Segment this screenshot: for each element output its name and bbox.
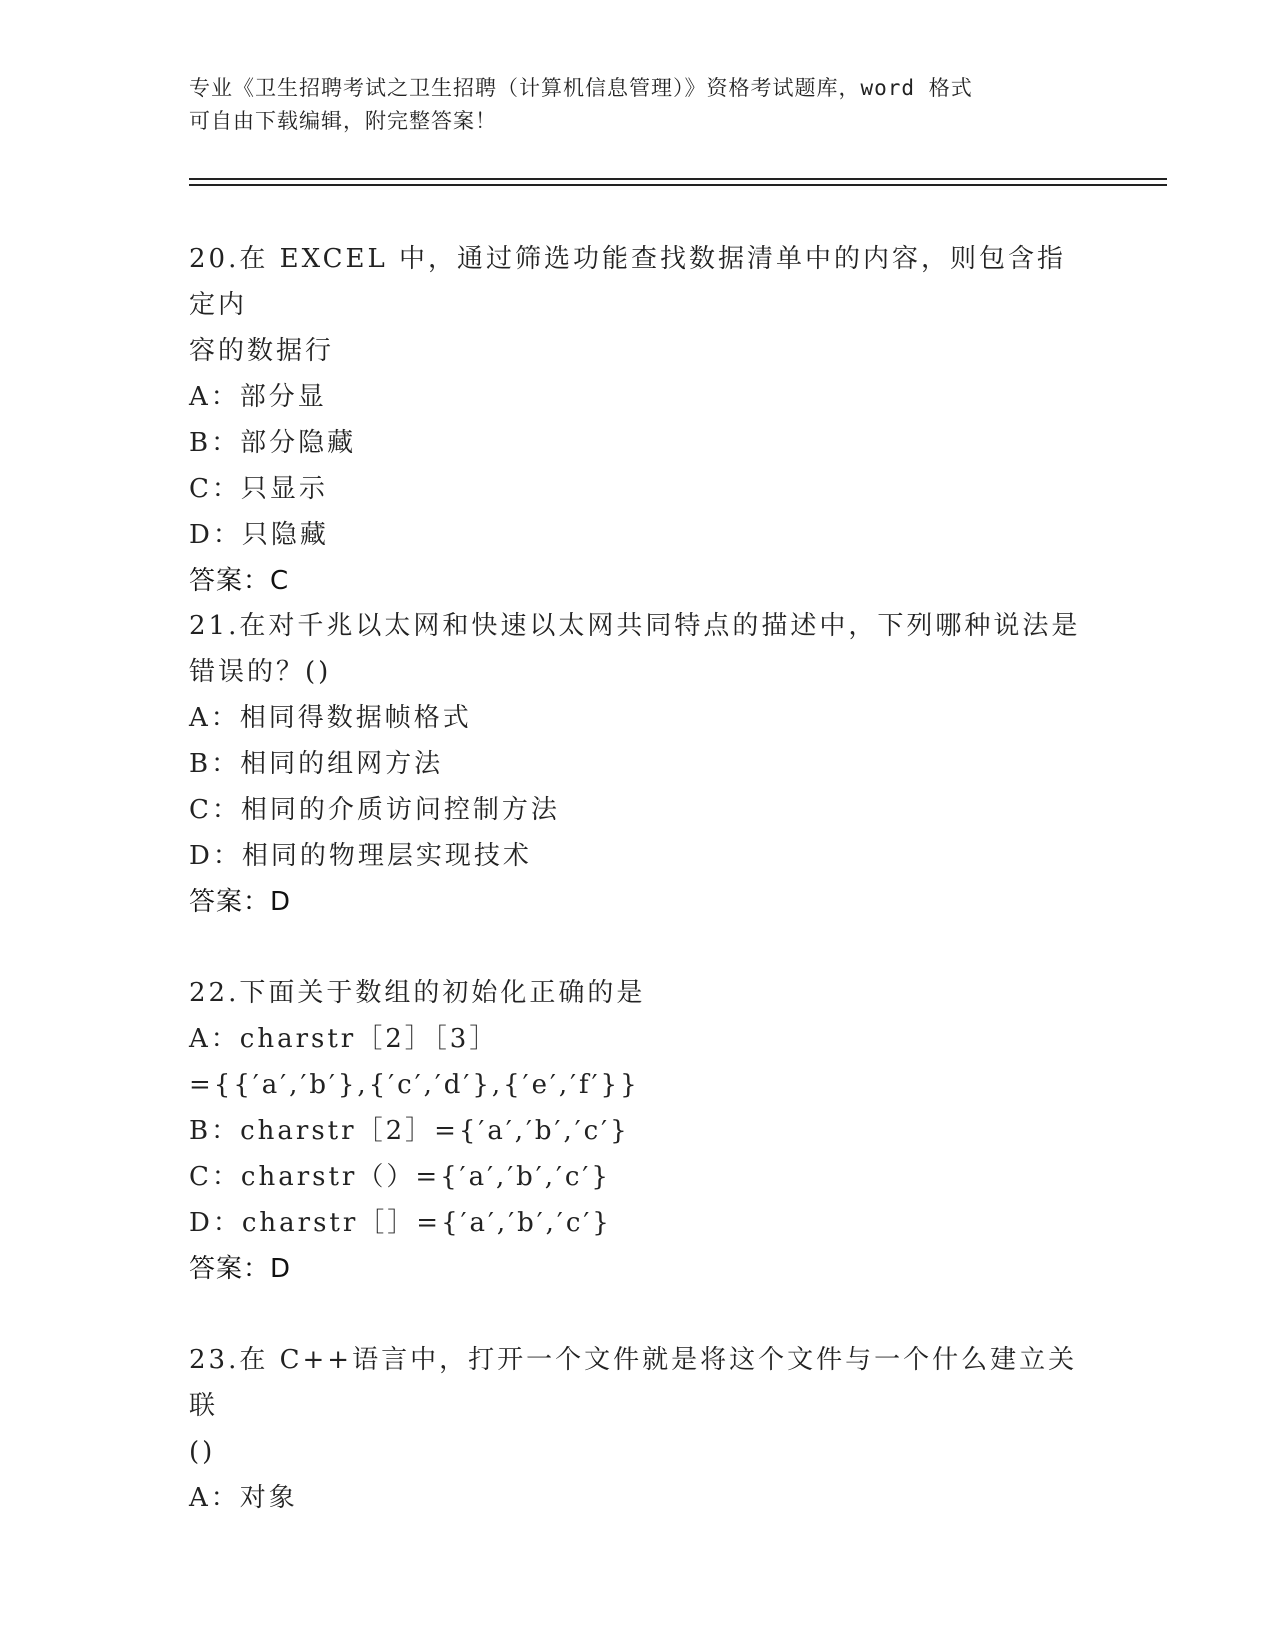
header-divider-bottom: [189, 184, 1167, 186]
option-d: D：只隐藏: [189, 520, 329, 550]
question-stem-line: (): [189, 1437, 216, 1467]
header-divider-top: [189, 178, 1167, 180]
question-21: [189, 603, 1089, 925]
answer-label: 答案：D: [189, 887, 292, 917]
option-d: D：相同的物理层实现技术: [189, 841, 532, 871]
question-stem-line: 23.在 C++语言中，打开一个文件就是将这个文件与一个什么建立关联: [189, 1345, 1078, 1421]
question-22: [189, 970, 1089, 1292]
option-c: C：相同的介质访问控制方法: [189, 795, 560, 825]
question-stem-line: 22.下面关于数组的初始化正确的是: [189, 978, 646, 1008]
option-c: C：只显示: [189, 474, 328, 504]
answer-label: 答案：D: [189, 1254, 292, 1284]
question-stem-line: 容的数据行: [189, 336, 335, 366]
document-header: [189, 72, 1069, 138]
option-b: B：相同的组网方法: [189, 749, 444, 779]
option-a: A：部分显: [189, 382, 327, 412]
answer-label: 答案：C: [189, 566, 290, 596]
option-a: A：相同得数据帧格式: [189, 703, 472, 733]
question-23: [189, 1337, 1089, 1521]
question-stem-line: 20.在 EXCEL 中，通过筛选功能查找数据清单中的内容，则包含指定内: [189, 244, 1067, 320]
option-d: D：charstr［］={′a′,′b′,′c′}: [189, 1208, 612, 1238]
option-a: A：charstr［2］［3］: [189, 1024, 499, 1054]
option-a: A：对象: [189, 1483, 298, 1513]
header-line-1: 专业《卫生招聘考试之卫生招聘（计算机信息管理）》资格考试题库，word 格式: [189, 76, 973, 100]
option-b: B：部分隐藏: [189, 428, 357, 458]
header-line-2: 可自由下载编辑，附完整答案！: [189, 109, 497, 133]
option-b: B：charstr［2］={′a′,′b′,′c′}: [189, 1116, 630, 1146]
question-stem-line: 21.在对千兆以太网和快速以太网共同特点的描述中，下列哪种说法是: [189, 611, 1081, 641]
option-a-continued: ={{′a′,′b′},{′c′,′d′},{′e′,′f′}}: [189, 1070, 640, 1100]
question-20: [189, 236, 1089, 604]
option-c: C：charstr（）={′a′,′b′,′c′}: [189, 1162, 611, 1192]
question-stem-line: 错误的？(): [189, 657, 332, 687]
